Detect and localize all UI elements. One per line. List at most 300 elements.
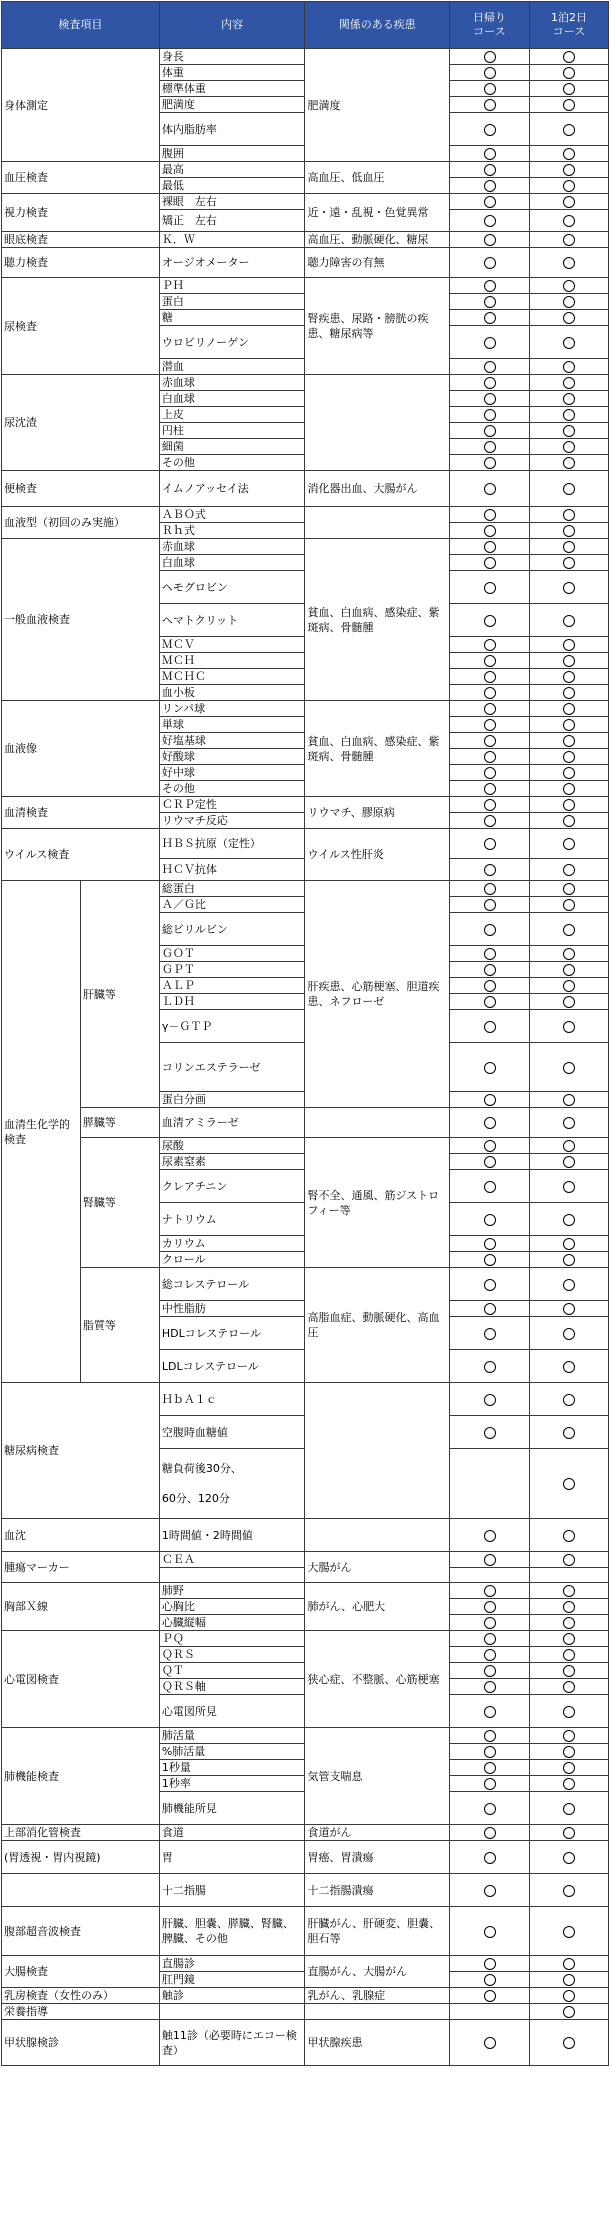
content-cell: 上皮 [159,407,305,423]
circle-mark-icon [484,1238,496,1250]
circle-mark-icon [563,1778,575,1790]
overnight-course-cell [530,1841,609,1874]
content-cell: ＱＲＳ [159,1647,305,1663]
table-row [2,1728,609,1744]
circle-mark-icon [563,899,575,911]
circle-mark-icon [484,67,496,79]
circle-mark-icon [563,1140,575,1152]
circle-mark-icon [563,1427,575,1439]
overnight-course-cell [530,994,609,1010]
day-course-cell [449,797,529,813]
circle-mark-icon [484,1394,496,1406]
category-cell: 視力検査 [2,194,160,232]
day-course-cell [449,1776,529,1792]
disease-cell: 肥満度 [305,49,450,162]
circle-mark-icon [484,409,496,421]
subcategory-cell: 膵臓等 [80,1108,159,1138]
circle-mark-icon [484,735,496,747]
content-cell: 腹囲 [159,146,305,162]
content-cell: ＨｂＡ１ｃ [159,1383,305,1416]
circle-mark-icon [563,1478,575,1490]
circle-mark-icon [484,2037,496,2049]
overnight-course-cell [530,1416,609,1449]
overnight-course-cell [530,1252,609,1268]
table-row [2,539,609,555]
circle-mark-icon [484,1181,496,1193]
content-cell: ＨＣＶ抗体 [159,859,305,881]
day-course-cell [449,701,529,717]
circle-mark-icon [563,1852,575,1864]
content-cell: ＭＣＶ [159,637,305,653]
table-row [2,1631,609,1647]
circle-mark-icon [563,1803,575,1815]
overnight-course-cell [530,1154,609,1170]
overnight-course-cell [530,1138,609,1154]
day-course-cell [449,962,529,978]
circle-mark-icon [484,1885,496,1897]
table-row [2,471,609,507]
circle-mark-icon [563,2006,575,2018]
circle-mark-icon [484,1279,496,1291]
day-course-cell [449,2004,529,2020]
content-cell: ヘマトクリット [159,604,305,637]
table-row [2,1583,609,1599]
circle-mark-icon [563,525,575,537]
day-course-cell [449,813,529,829]
content-cell: 単球 [159,717,305,733]
circle-mark-icon [484,99,496,111]
table-row [2,1268,609,1301]
table-header-row [2,2,609,49]
category-cell: 尿検査 [2,278,160,375]
disease-cell: 食道がん [305,1825,450,1841]
circle-mark-icon [563,703,575,715]
day-course-cell [449,2020,529,2066]
table-row [2,1841,609,1874]
circle-mark-icon [563,1554,575,1566]
category-cell: 一般血液検査 [2,539,160,701]
disease-cell: 狭心症、不整脈、心筋梗塞 [305,1631,450,1728]
circle-mark-icon [563,783,575,795]
circle-mark-icon [563,215,575,227]
table-row [2,1519,609,1552]
day-course-cell [449,1170,529,1203]
circle-mark-icon [484,671,496,683]
circle-mark-icon [563,1328,575,1340]
circle-mark-icon [484,509,496,521]
category-cell: 便検査 [2,471,160,507]
overnight-course-cell [530,1874,609,1907]
circle-mark-icon [563,83,575,95]
day-course-cell [449,178,529,194]
circle-mark-icon [563,799,575,811]
content-cell: ヘモグロビン [159,571,305,604]
overnight-course-cell [530,1647,609,1663]
table-row [2,1988,609,2004]
overnight-course-cell [530,232,609,248]
overnight-course-cell [530,797,609,813]
disease-cell [305,1383,450,1519]
circle-mark-icon [563,2037,575,2049]
circle-mark-icon [484,215,496,227]
disease-cell: 十二指腸潰瘍 [305,1874,450,1907]
content-cell: カリウム [159,1236,305,1252]
circle-mark-icon [563,1746,575,1758]
circle-mark-icon [563,751,575,763]
content-cell: 肥満度 [159,97,305,113]
circle-mark-icon [563,1681,575,1693]
circle-mark-icon [563,671,575,683]
day-course-cell [449,1728,529,1744]
content-cell: 1秒量 [159,1760,305,1776]
overnight-course-cell [530,326,609,359]
day-course-cell [449,97,529,113]
day-course-cell [449,994,529,1010]
content-cell: 心胸比 [159,1599,305,1615]
circle-mark-icon [563,457,575,469]
circle-mark-icon [484,180,496,192]
table-row [2,1552,609,1568]
disease-cell: 貧血、白血病、感染症、紫斑病、骨髄腫 [305,701,450,797]
disease-cell: 肝疾患、心筋梗塞、胆道疾患、ネフローゼ [305,881,450,1108]
day-course-cell [449,539,529,555]
content-cell: ＣＲＰ定性 [159,797,305,813]
content-cell: ＡＢＯ式 [159,507,305,523]
overnight-course-cell [530,1760,609,1776]
overnight-course-cell [530,978,609,994]
content-cell: 標準体重 [159,81,305,97]
category-cell: 胸部Ｘ線 [2,1583,160,1631]
disease-cell [305,2004,450,2020]
overnight-course-cell [530,1552,609,1568]
content-cell: ＣＥＡ [159,1552,305,1568]
disease-cell: 肺がん、心肥大 [305,1583,450,1631]
table-row [2,701,609,717]
circle-mark-icon [484,1554,496,1566]
circle-mark-icon [484,703,496,715]
overnight-course-cell [530,391,609,407]
content-cell [159,2004,305,2020]
disease-cell: 大腸がん [305,1552,450,1583]
overnight-course-cell [530,881,609,897]
circle-mark-icon [563,1665,575,1677]
day-course-cell [449,407,529,423]
circle-mark-icon [484,980,496,992]
content-cell: 白血球 [159,555,305,571]
circle-mark-icon [563,377,575,389]
circle-mark-icon [563,964,575,976]
overnight-course-cell [530,1108,609,1138]
circle-mark-icon [484,280,496,292]
content-cell: 食道 [159,1825,305,1841]
content-cell: 好塩基球 [159,733,305,749]
content-cell: γ－ＧＴＰ [159,1010,305,1043]
circle-mark-icon [563,1279,575,1291]
category-cell: 大腸検査 [2,1956,160,1988]
overnight-course-cell [530,49,609,65]
overnight-course-cell [530,604,609,637]
content-cell: ＡＬＰ [159,978,305,994]
overnight-course-cell [530,1449,609,1519]
circle-mark-icon [484,234,496,246]
category-cell: 栄養指導 [2,2004,160,2020]
circle-mark-icon [563,425,575,437]
content-cell: 肺活量 [159,1728,305,1744]
content-cell: 好酸球 [159,749,305,765]
disease-cell: 気管支喘息 [305,1728,450,1825]
content-cell: 糖負荷後30分、 60分、120分 [159,1449,305,1519]
circle-mark-icon [563,1254,575,1266]
overnight-course-cell [530,113,609,146]
circle-mark-icon [484,948,496,960]
day-course-cell [449,65,529,81]
day-course-cell [449,1744,529,1760]
content-cell: Ｒｈ式 [159,523,305,539]
overnight-course-cell [530,2020,609,2066]
day-course-cell [449,1988,529,2004]
table-row [2,49,609,65]
category-cell: 上部消化管検査 [2,1825,160,1841]
circle-mark-icon [484,1706,496,1718]
day-course-cell [449,669,529,685]
content-cell: ナトリウム [159,1203,305,1236]
disease-cell: 腎不全、通風、筋ジストロフィー等 [305,1138,450,1268]
circle-mark-icon [563,615,575,627]
day-course-cell [449,1552,529,1568]
disease-cell: ウイルス性肝炎 [305,829,450,881]
day-course-cell [449,1449,529,1519]
table-row [2,2004,609,2020]
disease-cell: 胃癌、胃潰瘍 [305,1841,450,1874]
circle-mark-icon [563,1706,575,1718]
table-row [2,248,609,278]
circle-mark-icon [563,1585,575,1597]
circle-mark-icon [484,1361,496,1373]
circle-mark-icon [563,1958,575,1970]
circle-mark-icon [484,1649,496,1661]
overnight-course-cell [530,1568,609,1583]
day-course-cell [449,913,529,946]
category-cell: 血清検査 [2,797,160,829]
circle-mark-icon [563,1117,575,1129]
day-course-cell [449,1956,529,1972]
circle-mark-icon [484,525,496,537]
circle-mark-icon [484,1601,496,1613]
day-course-cell [449,1972,529,1988]
circle-mark-icon [484,257,496,269]
circle-mark-icon [563,1601,575,1613]
circle-mark-icon [484,51,496,63]
circle-mark-icon [563,312,575,324]
day-course-cell [449,375,529,391]
overnight-course-cell [530,765,609,781]
overnight-course-cell [530,1092,609,1108]
circle-mark-icon [484,1094,496,1106]
circle-mark-icon [484,924,496,936]
table-row [2,1907,609,1956]
day-course-cell [449,1154,529,1170]
overnight-course-cell [530,653,609,669]
circle-mark-icon [484,1778,496,1790]
day-course-cell [449,146,529,162]
circle-mark-icon [484,196,496,208]
content-cell: 身長 [159,49,305,65]
content-cell: 心電図所見 [159,1695,305,1728]
disease-cell [305,1108,450,1138]
overnight-course-cell [530,749,609,765]
category-cell: 聴力検査 [2,248,160,278]
overnight-course-cell [530,81,609,97]
overnight-course-cell [530,717,609,733]
content-cell: クレアチニン [159,1170,305,1203]
content-cell: ＧＯＴ [159,946,305,962]
overnight-course-cell [530,1043,609,1092]
overnight-course-cell [530,359,609,375]
content-cell: Ｋ．Ｗ [159,232,305,248]
circle-mark-icon [563,838,575,850]
disease-cell [305,1519,450,1552]
content-cell: その他 [159,781,305,797]
content-cell: 肺機能所見 [159,1792,305,1825]
content-cell: 赤血球 [159,375,305,391]
circle-mark-icon [484,1062,496,1074]
circle-mark-icon [484,639,496,651]
circle-mark-icon [563,296,575,308]
table-row [2,507,609,523]
circle-mark-icon [484,1214,496,1226]
circle-mark-icon [484,838,496,850]
day-course-cell [449,978,529,994]
circle-mark-icon [563,280,575,292]
overnight-course-cell [530,829,609,859]
header-related-disease: 関係のある疾患 [305,2,450,49]
overnight-course-cell [530,162,609,178]
circle-mark-icon [563,409,575,421]
circle-mark-icon [484,687,496,699]
day-course-cell [449,1792,529,1825]
day-course-cell [449,1043,529,1092]
circle-mark-icon [484,1140,496,1152]
header-day-course: 日帰り コース [449,2,529,49]
day-course-cell [449,507,529,523]
overnight-course-cell [530,439,609,455]
category-cell: 糖尿病検査 [2,1383,160,1519]
overnight-course-cell [530,294,609,310]
circle-mark-icon [563,767,575,779]
overnight-course-cell [530,194,609,210]
category-cell: 肺機能検査 [2,1728,160,1825]
content-cell: 好中球 [159,765,305,781]
circle-mark-icon [484,996,496,1008]
circle-mark-icon [563,99,575,111]
circle-mark-icon [484,783,496,795]
table-row [2,194,609,210]
day-course-cell [449,162,529,178]
day-course-cell [449,326,529,359]
category-cell: 乳房検査（女性のみ） [2,1988,160,2004]
content-cell: 総ビリルビン [159,913,305,946]
table-row [2,1383,609,1416]
overnight-course-cell [530,1599,609,1615]
circle-mark-icon [563,509,575,521]
overnight-course-cell [530,1631,609,1647]
circle-mark-icon [563,337,575,349]
content-cell: リウマチ反応 [159,813,305,829]
category-cell: 心電図検査 [2,1631,160,1728]
day-course-cell [449,604,529,637]
overnight-course-cell [530,1825,609,1841]
circle-mark-icon [484,1021,496,1033]
category-cell: 甲状腺検診 [2,2020,160,2066]
circle-mark-icon [484,1585,496,1597]
circle-mark-icon [563,655,575,667]
overnight-course-cell [530,178,609,194]
overnight-course-cell [530,1203,609,1236]
table-row [2,278,609,294]
overnight-course-cell [530,1744,609,1760]
circle-mark-icon [563,196,575,208]
table-row [2,1138,609,1154]
content-cell: 十二指腸 [159,1874,305,1907]
content-cell: ＭＣＨＣ [159,669,305,685]
day-course-cell [449,1907,529,1956]
circle-mark-icon [563,164,575,176]
circle-mark-icon [563,980,575,992]
circle-mark-icon [484,1730,496,1742]
day-course-cell [449,1301,529,1317]
day-course-cell [449,81,529,97]
content-cell: ＱＲＳ軸 [159,1679,305,1695]
overnight-course-cell [530,1695,609,1728]
exam-items-table [1,1,609,2066]
disease-cell [305,507,450,539]
circle-mark-icon [484,1427,496,1439]
circle-mark-icon [484,1156,496,1168]
content-cell: 1時間値・2時間値 [159,1519,305,1552]
day-course-cell [449,232,529,248]
day-course-cell [449,1092,529,1108]
content-cell: 直腸診 [159,1956,305,1972]
circle-mark-icon [484,1681,496,1693]
day-course-cell [449,1010,529,1043]
table-row [2,881,609,897]
day-course-cell [449,1383,529,1416]
content-cell: LDLコレステロール [159,1350,305,1383]
overnight-course-cell [530,1663,609,1679]
day-course-cell [449,881,529,897]
overnight-course-cell [530,946,609,962]
content-cell: ＰＱ [159,1631,305,1647]
circle-mark-icon [563,639,575,651]
day-course-cell [449,310,529,326]
circle-mark-icon [563,1730,575,1742]
circle-mark-icon [484,1827,496,1839]
day-course-cell [449,1519,529,1552]
circle-mark-icon [484,1254,496,1266]
circle-mark-icon [563,1238,575,1250]
disease-cell: 高血圧、動脈硬化、糖尿 [305,232,450,248]
day-course-cell [449,1599,529,1615]
day-course-cell [449,1252,529,1268]
circle-mark-icon [563,1156,575,1168]
disease-cell: 高血圧、低血圧 [305,162,450,194]
table-row [2,1956,609,1972]
overnight-course-cell [530,685,609,701]
day-course-cell [449,294,529,310]
disease-cell: 高脂血症、動脈硬化、高血圧 [305,1268,450,1383]
overnight-course-cell [530,471,609,507]
overnight-course-cell [530,146,609,162]
